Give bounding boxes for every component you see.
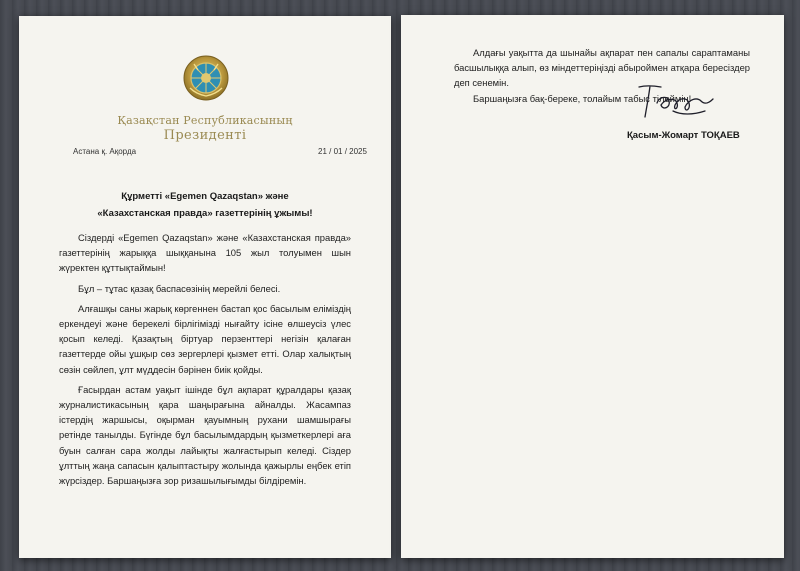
letter-date: 21 / 01 / 2025: [318, 147, 367, 156]
letterhead-org-name: Қазақстан Республикасының: [117, 114, 293, 127]
letter-page-2: [401, 15, 784, 558]
signer-name: Қасым-Жомарт ТОҚАЕВ: [627, 130, 740, 141]
salutation-line-1: Құрметті «Egemen Qazaqstan» және: [121, 191, 289, 202]
letterhead-org-title: Президенті: [163, 128, 247, 143]
paragraph: Бұл – тұтас қазақ баспасөзінің мерейлі белесі.: [78, 282, 281, 294]
salutation-line-2: «Казахстанская правда» газеттерінің ұжымы!: [97, 208, 313, 219]
state-emblem-icon: [182, 54, 230, 102]
paragraph: Баршаңызға бақ-береке, толайым табыс тілеймін!: [473, 92, 692, 104]
letter-salutation: [59, 188, 351, 222]
handwritten-signature: [633, 81, 725, 129]
paragraph: Алғашқы саны жарық көргеннен бастап қос басылым еліміздің еркендеуі және берекелі бірлігімізді нығайту ісіне өлшеусіз үлес қосып келеді. Қазақтың біртуар перзенттері негізін қалаған газеттерде ойы ұшқыр сөз зергерлері қызмет етті. Олар халықтың сөзін сөйлеп, ұлт мүддесін бәрінен биік қойды.: [59, 302, 351, 375]
paragraph: Ғасырдан астам уақыт ішінде бұл ақпарат құралдары қазақ журналистикасының қара шаңырағына айналды. Жасампаз істердің жаршысы, оқырман қауымның рухани шамшырағы ретінде танылды. Бүгінде бұл басылымдардың қызметкерлері аға буын салған сара жолды лайықты жалғастырып келеді. Сіздер ұлттың жаңа сапасын қалыптастыру жолында қажырлы еңбек етіп жүрсіздер. Баршаңызға зор ризашылығымды білдіремін.: [59, 383, 351, 487]
letter-page-1: [19, 16, 391, 558]
paragraph: Алдағы уақытта да шынайы ақпарат пен сапалы сараптаманы басшылыққа алып, өз міндеттеріңізді абыроймен атқара бересіздер деп сенемін.: [454, 47, 750, 89]
letter-body-left: [59, 230, 351, 493]
paragraph: Сіздерді «Egemen Qazaqstan» және «Казахстанская правда» газеттерінің жарыққа шыққанына 105 жыл толуымен шын жүректен құттықтаймын!: [59, 232, 351, 274]
letter-place: Астана қ. Ақорда: [73, 147, 137, 156]
